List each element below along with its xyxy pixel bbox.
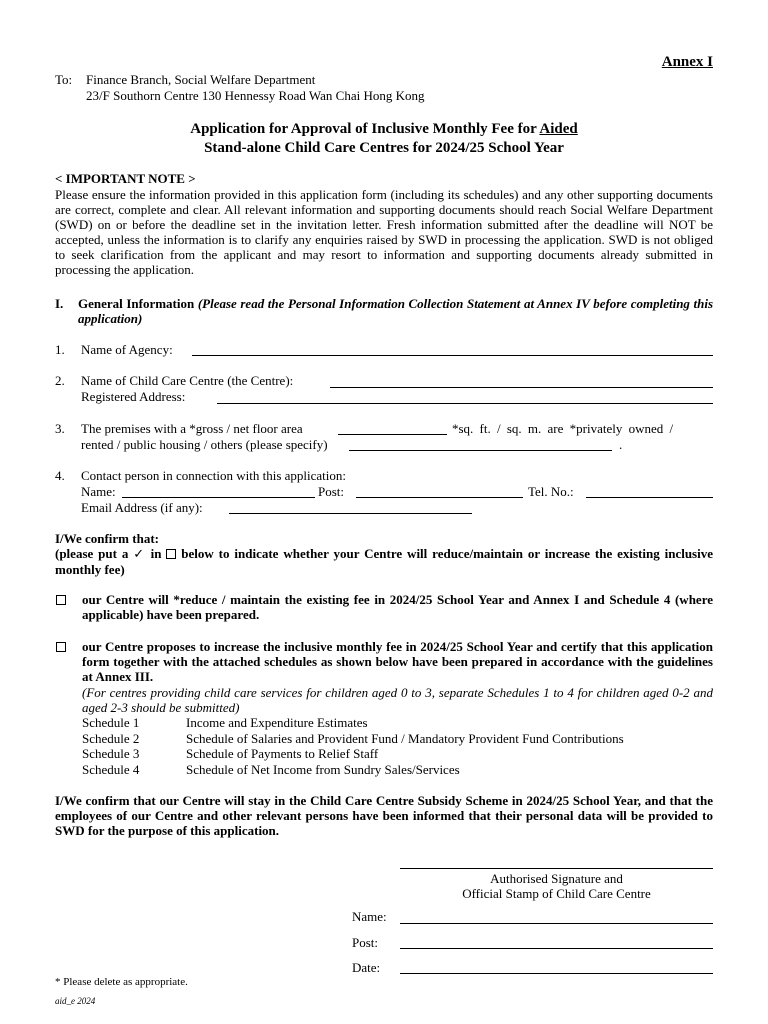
section-title: General Information: [78, 296, 195, 311]
item-2-number: 2.: [55, 373, 65, 388]
schedule-3-desc: Schedule of Payments to Relief Staff: [186, 746, 379, 761]
option-reduce-maintain-text: our Centre will *reduce / maintain the existing fee in 2024/25 School Year and Annex I and Schedule 4 (where applicable) have been prepared.: [82, 592, 713, 622]
section-number: I.: [55, 296, 64, 311]
important-note-body: Please ensure the information provided in this application form (including its schedules) and any other supporting documents are correct, complete and clear. All relevant information and supporting documents should reach Social Welfare Department (SWD) on or before the deadline set in the invitation letter. Fresh information submitted after the deadline will NOT be accepted, unless the information is to clarify any enquiries raised by SWD in processing the application. SWD is not obliged to seek clarification from the applicant and may resort to information and supporting documents already submitted in processing the application.: [55, 187, 713, 277]
contact-tel-label: Tel. No.:: [528, 484, 574, 499]
confirm-instruction: [55, 546, 713, 577]
section-note: (Please read the Personal Information Collection Statement at Annex IV before completing this application): [78, 296, 714, 326]
recipient-line-2: 23/F Southorn Centre 130 Hennessy Road Wan Chai Hong Kong: [86, 88, 425, 103]
schedule-1-desc: Income and Expenditure Estimates: [186, 715, 368, 730]
option-increase-note: (For centres providing child care services for children aged 0 to 3, separate Schedules 1 to 4 for children aged 0-2 and aged 2-3 should be submitted): [82, 685, 713, 715]
schedule-4-desc: Schedule of Net Income from Sundry Sales/Services: [186, 762, 460, 777]
registered-address-field[interactable]: [217, 403, 713, 404]
premises-text-2: *sq. ft. / sq. m. are *privately owned /: [452, 421, 674, 436]
contact-tel-field[interactable]: [586, 497, 713, 498]
footnote: * Please delete as appropriate.: [55, 976, 188, 988]
item-3-number: 3.: [55, 421, 65, 436]
to-label: To:: [55, 72, 73, 87]
title-prefix: Application for Approval of Inclusive Monthly Fee for: [190, 121, 540, 137]
title-aided: Aided: [539, 121, 578, 137]
agency-label: Name of Agency:: [81, 342, 173, 357]
schedule-3-name: Schedule 3: [82, 746, 140, 761]
section-heading: [78, 296, 713, 326]
contact-post-label: Post:: [318, 484, 345, 499]
tick-icon: ✓: [133, 547, 146, 562]
signature-caption-2: Official Stamp of Child Care Centre: [462, 886, 651, 901]
floor-area-field[interactable]: [338, 434, 447, 435]
signatory-name-label: Name:: [352, 909, 387, 924]
contact-email-label: Email Address (if any):: [81, 500, 203, 515]
final-declaration: I/We confirm that our Centre will stay in the Child Care Centre Subsidy Scheme in 2024/25 School Year, and that the employees of our Centre and other relevant persons have been informed that their personal data will be provided to SWD for the purpose of this application.: [55, 793, 713, 838]
instruction-part-c: below to indicate whether your Centre will reduce/maintain or increase the existing inclusive monthly fee): [55, 546, 713, 577]
important-note-heading: < IMPORTANT NOTE >: [55, 171, 196, 186]
schedule-1-name: Schedule 1: [82, 715, 140, 730]
premises-end-period: .: [619, 437, 623, 452]
signatory-date-field[interactable]: [400, 973, 713, 974]
option-increase-checkbox[interactable]: [56, 642, 66, 652]
form-title-line-1: [0, 120, 768, 138]
signatory-post-field[interactable]: [400, 948, 713, 949]
signatory-name-field[interactable]: [400, 923, 713, 924]
document-code: aid_e 2024: [55, 996, 96, 1006]
recipient-line-1: Finance Branch, Social Welfare Department: [86, 72, 316, 87]
checkbox-sample-icon: [166, 549, 176, 559]
centre-name-label: Name of Child Care Centre (the Centre):: [81, 373, 294, 388]
registered-address-label: Registered Address:: [81, 389, 186, 404]
agency-name-field[interactable]: [192, 355, 713, 356]
centre-name-field[interactable]: [330, 387, 713, 388]
instruction-part-b: in: [145, 546, 167, 561]
signature-field[interactable]: [400, 868, 713, 869]
schedule-2-desc: Schedule of Salaries and Provident Fund / Mandatory Provident Fund Contributions: [186, 731, 624, 746]
signatory-date-label: Date:: [352, 960, 381, 975]
premises-text-3: rented / public housing / others (please specify): [81, 437, 328, 452]
contact-email-field[interactable]: [229, 513, 472, 514]
confirm-heading: I/We confirm that:: [55, 531, 159, 546]
option-increase-text: our Centre proposes to increase the inclusive monthly fee in 2024/25 School Year and certify that this application form together with the attached schedules as shown below have been prepared in accordance with the guidelines at Annex III.: [82, 639, 713, 684]
contact-name-label: Name:: [81, 484, 116, 499]
annex-label: Annex I: [661, 54, 713, 70]
signatory-post-label: Post:: [352, 935, 379, 950]
contact-name-field[interactable]: [122, 497, 315, 498]
item-1-number: 1.: [55, 342, 65, 357]
schedule-4-name: Schedule 4: [82, 762, 140, 777]
signature-caption-1: Authorised Signature and: [490, 871, 623, 886]
contact-post-field[interactable]: [356, 497, 523, 498]
option-reduce-maintain-checkbox[interactable]: [56, 595, 66, 605]
schedule-2-name: Schedule 2: [82, 731, 140, 746]
premises-other-field[interactable]: [349, 450, 612, 451]
item-4-number: 4.: [55, 468, 65, 483]
form-title-line-2: Stand-alone Child Care Centres for 2024/25 School Year: [204, 140, 564, 156]
premises-text-1: The premises with a *gross / net floor area: [81, 421, 303, 436]
contact-person-label: Contact person in connection with this application:: [81, 468, 347, 483]
instruction-part-a: (please put a: [55, 546, 134, 561]
